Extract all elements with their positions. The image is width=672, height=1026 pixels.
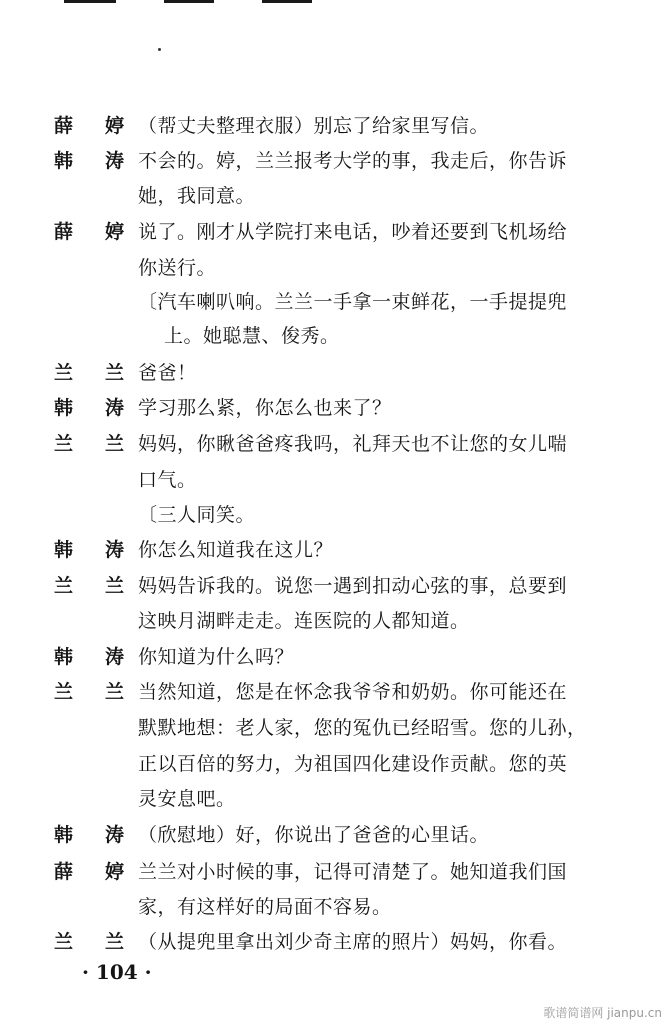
speaker-char: 薛 xyxy=(54,115,74,137)
top-rule-right xyxy=(262,0,312,3)
speaker-char: 涛 xyxy=(104,397,124,419)
dialogue-line: 妈妈告诉我的。说您一遇到扣动心弦的事，总要到 xyxy=(138,575,568,597)
dialogue-continuation: 口气。 xyxy=(138,469,197,491)
speaker-char: 韩 xyxy=(54,539,74,561)
dialogue-line: 学习那么紧，你怎么也来了？ xyxy=(138,397,392,419)
dialogue-line: 你知道为什么吗？ xyxy=(138,646,295,668)
speaker-name xyxy=(54,930,124,954)
speaker-char: 婷 xyxy=(104,861,124,883)
speaker-char: 韩 xyxy=(54,397,74,419)
dialogue-line: （欣慰地）好，你说出了爸爸的心里话。 xyxy=(138,824,490,846)
dialogue-line: 说了。刚才从学院打来电话，吵着还要到飞机场给 xyxy=(138,221,568,243)
dialogue-line: 当然知道，您是在怀念我爷爷和奶奶。你可能还在 xyxy=(138,681,568,703)
speaker-name xyxy=(54,149,124,173)
top-rule-middle xyxy=(164,0,214,3)
stage-direction-continued: 上。她聪慧、俊秀。 xyxy=(164,325,340,347)
speaker-name xyxy=(54,538,124,562)
dialogue-line: 兰兰对小时候的事，记得可清楚了。她知道我们国 xyxy=(138,861,568,883)
top-rule-left xyxy=(64,0,116,3)
stray-mark xyxy=(158,48,161,51)
dialogue-continuation: 这映月湖畔走走。连医院的人都知道。 xyxy=(138,610,470,632)
speaker-name xyxy=(54,860,124,884)
speaker-name xyxy=(54,823,124,847)
speaker-char: 兰 xyxy=(54,362,74,384)
speaker-char: 兰 xyxy=(104,362,124,384)
dialogue-line: 妈妈，你瞅爸爸疼我吗，礼拜天也不让您的女儿喘 xyxy=(138,433,568,455)
speaker-char: 婷 xyxy=(104,221,124,243)
speaker-name xyxy=(54,680,124,704)
page-number: · 104 · xyxy=(82,960,152,984)
stage-direction: 〔三人同笑。 xyxy=(138,504,256,526)
speaker-name xyxy=(54,396,124,420)
dialogue-continuation: 灵安息吧。 xyxy=(138,788,236,810)
speaker-char: 涛 xyxy=(104,824,124,846)
speaker-char: 兰 xyxy=(104,931,124,953)
speaker-char: 韩 xyxy=(54,824,74,846)
speaker-char: 兰 xyxy=(104,575,124,597)
speaker-name xyxy=(54,645,124,669)
speaker-name xyxy=(54,220,124,244)
speaker-char: 兰 xyxy=(104,433,124,455)
speaker-char: 涛 xyxy=(104,646,124,668)
dialogue-line: （帮丈夫整理衣服）别忘了给家里写信。 xyxy=(138,115,490,137)
dialogue-continuation: 正以百倍的努力，为祖国四化建设作贡献。您的英 xyxy=(138,753,568,775)
stage-direction: 〔汽车喇叭响。兰兰一手拿一束鲜花，一手提提兜 xyxy=(138,291,568,313)
dialogue-line: 不会的。婷，兰兰报考大学的事，我走后，你告诉 xyxy=(138,150,568,172)
speaker-char: 涛 xyxy=(104,539,124,561)
dialogue-line: 爸爸！ xyxy=(138,362,197,384)
speaker-char: 兰 xyxy=(54,433,74,455)
speaker-char: 兰 xyxy=(54,575,74,597)
dialogue-line: 你怎么知道我在这儿？ xyxy=(138,539,334,561)
speaker-char: 婷 xyxy=(104,115,124,137)
speaker-name xyxy=(54,432,124,456)
speaker-name xyxy=(54,574,124,598)
speaker-char: 韩 xyxy=(54,646,74,668)
speaker-char: 兰 xyxy=(54,931,74,953)
dialogue-line: （从提兜里拿出刘少奇主席的照片）妈妈，你看。 xyxy=(138,931,568,953)
watermark: 歌谱简谱网 jianpu.cn xyxy=(543,1006,662,1020)
speaker-name xyxy=(54,361,124,385)
dialogue-continuation: 默默地想：老人家，您的冤仇已经昭雪。您的儿孙， xyxy=(138,717,587,739)
speaker-char: 兰 xyxy=(104,681,124,703)
speaker-char: 兰 xyxy=(54,681,74,703)
dialogue-continuation: 她，我同意。 xyxy=(138,185,256,207)
dialogue-continuation: 家，有这样好的局面不容易。 xyxy=(138,896,392,918)
speaker-char: 薛 xyxy=(54,861,74,883)
dialogue-continuation: 你送行。 xyxy=(138,257,217,279)
speaker-char: 韩 xyxy=(54,150,74,172)
speaker-char: 涛 xyxy=(104,150,124,172)
speaker-name xyxy=(54,114,124,138)
speaker-char: 薛 xyxy=(54,221,74,243)
